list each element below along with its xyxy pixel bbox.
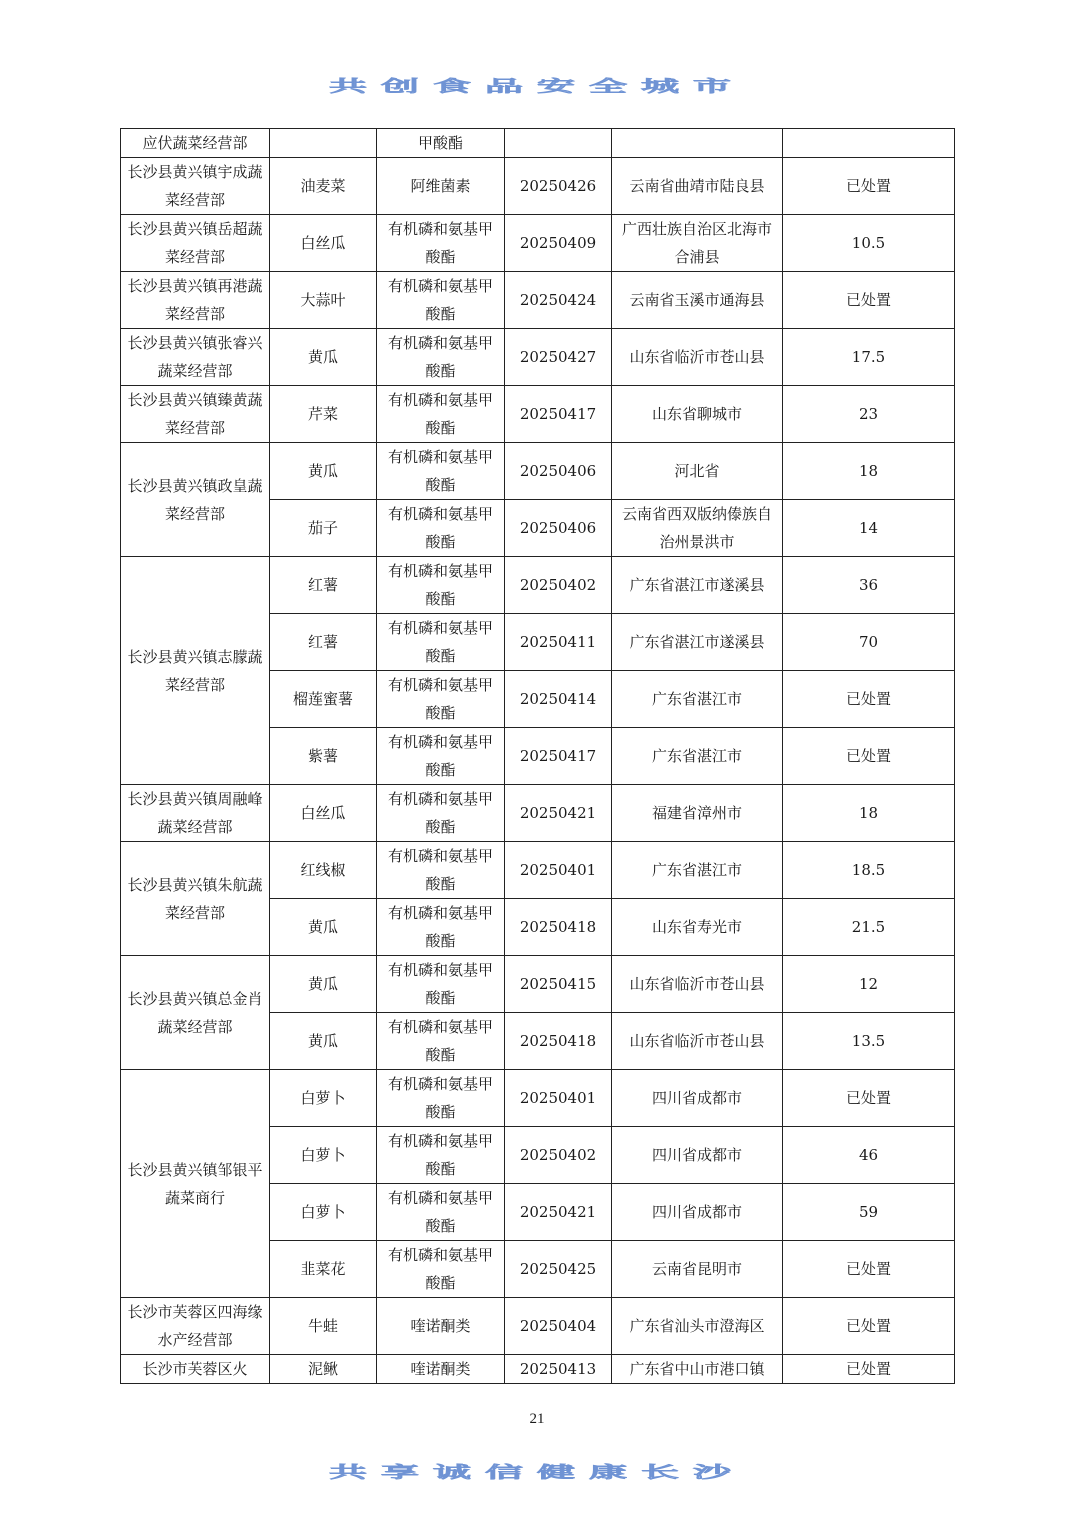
table-cell: 有机磷和氨基甲酸酯 — [377, 443, 505, 500]
table-cell: 芹菜 — [270, 386, 377, 443]
table-cell: 长沙县黄兴镇邹银平蔬菜商行 — [121, 1070, 270, 1298]
table-row — [121, 158, 955, 215]
table-row — [121, 956, 955, 1013]
table-cell: 有机磷和氨基甲酸酯 — [377, 842, 505, 899]
table-cell: 广东省湛江市遂溪县 — [612, 614, 783, 671]
table-cell: 长沙县黄兴镇朱航蔬菜经营部 — [121, 842, 270, 956]
table-cell — [505, 129, 612, 158]
table-cell: 17.5 — [783, 329, 955, 386]
table-cell: 山东省临沂市苍山县 — [612, 329, 783, 386]
table-cell: 有机磷和氨基甲酸酯 — [377, 1184, 505, 1241]
table-cell: 黄瓜 — [270, 329, 377, 386]
table-cell: 已处置 — [783, 1298, 955, 1355]
table-row — [121, 329, 955, 386]
table-cell: 红线椒 — [270, 842, 377, 899]
table-cell: 长沙县黄兴镇总金肖蔬菜经营部 — [121, 956, 270, 1070]
inspection-results-table — [120, 128, 955, 1384]
table-cell: 白萝卜 — [270, 1127, 377, 1184]
table-cell: 46 — [783, 1127, 955, 1184]
table-cell: 云南省西双版纳傣族自治州景洪市 — [612, 500, 783, 557]
table-cell: 有机磷和氨基甲酸酯 — [377, 386, 505, 443]
table-cell: 云南省玉溪市通海县 — [612, 272, 783, 329]
table-cell: 有机磷和氨基甲酸酯 — [377, 1070, 505, 1127]
table-row — [121, 1298, 955, 1355]
table-cell: 广东省湛江市 — [612, 728, 783, 785]
table-cell: 油麦菜 — [270, 158, 377, 215]
table-cell: 广东省中山市港口镇 — [612, 1355, 783, 1384]
table-cell: 广东省湛江市 — [612, 842, 783, 899]
table-cell: 20250424 — [505, 272, 612, 329]
table-cell: 有机磷和氨基甲酸酯 — [377, 671, 505, 728]
table-cell: 20250417 — [505, 728, 612, 785]
table-cell: 长沙县黄兴镇岳超蔬菜经营部 — [121, 215, 270, 272]
table-row — [121, 842, 955, 899]
table-cell: 20250409 — [505, 215, 612, 272]
table-cell: 13.5 — [783, 1013, 955, 1070]
table-row — [121, 272, 955, 329]
table-cell: 20250426 — [505, 158, 612, 215]
table-cell: 广东省湛江市遂溪县 — [612, 557, 783, 614]
table-row — [121, 129, 955, 158]
table-cell: 已处置 — [783, 1241, 955, 1298]
table-cell: 20250411 — [505, 614, 612, 671]
table-cell: 云南省昆明市 — [612, 1241, 783, 1298]
table-cell: 广西壮族自治区北海市合浦县 — [612, 215, 783, 272]
table-cell: 茄子 — [270, 500, 377, 557]
table-cell: 已处置 — [783, 671, 955, 728]
table-cell: 黄瓜 — [270, 443, 377, 500]
table-cell: 有机磷和氨基甲酸酯 — [377, 899, 505, 956]
table-cell: 有机磷和氨基甲酸酯 — [377, 215, 505, 272]
table-cell: 有机磷和氨基甲酸酯 — [377, 500, 505, 557]
table-cell: 12 — [783, 956, 955, 1013]
table-cell: 20250414 — [505, 671, 612, 728]
table-cell: 已处置 — [783, 728, 955, 785]
table-cell: 大蒜叶 — [270, 272, 377, 329]
table-cell: 有机磷和氨基甲酸酯 — [377, 1013, 505, 1070]
table-cell: 长沙市芙蓉区火 — [121, 1355, 270, 1384]
table-cell: 白丝瓜 — [270, 215, 377, 272]
table-cell: 20250415 — [505, 956, 612, 1013]
table-cell: 已处置 — [783, 1355, 955, 1384]
table-cell: 广东省汕头市澄海区 — [612, 1298, 783, 1355]
table-cell: 山东省聊城市 — [612, 386, 783, 443]
table-cell: 白萝卜 — [270, 1070, 377, 1127]
table-cell: 阿维菌素 — [377, 158, 505, 215]
table-cell: 韭菜花 — [270, 1241, 377, 1298]
table-cell: 喹诺酮类 — [377, 1355, 505, 1384]
table-cell: 榴莲蜜薯 — [270, 671, 377, 728]
table-cell: 有机磷和氨基甲酸酯 — [377, 614, 505, 671]
table-cell: 21.5 — [783, 899, 955, 956]
table-cell: 山东省临沂市苍山县 — [612, 956, 783, 1013]
table-cell: 10.5 — [783, 215, 955, 272]
table-cell: 有机磷和氨基甲酸酯 — [377, 1127, 505, 1184]
table-cell: 有机磷和氨基甲酸酯 — [377, 1241, 505, 1298]
table-cell: 长沙县黄兴镇宇成蔬菜经营部 — [121, 158, 270, 215]
table-cell: 山东省寿光市 — [612, 899, 783, 956]
table-cell: 四川省成都市 — [612, 1127, 783, 1184]
table-cell: 四川省成都市 — [612, 1070, 783, 1127]
table-cell: 山东省临沂市苍山县 — [612, 1013, 783, 1070]
table-cell: 云南省曲靖市陆良县 — [612, 158, 783, 215]
table-cell: 喹诺酮类 — [377, 1298, 505, 1355]
table-cell: 长沙县黄兴镇再港蔬菜经营部 — [121, 272, 270, 329]
table-cell — [270, 129, 377, 158]
table-cell: 20250406 — [505, 500, 612, 557]
table-cell: 20250418 — [505, 1013, 612, 1070]
table-cell: 已处置 — [783, 158, 955, 215]
page-number: 21 — [529, 1411, 545, 1427]
table-cell: 已处置 — [783, 1070, 955, 1127]
table-cell: 70 — [783, 614, 955, 671]
table-row — [121, 443, 955, 500]
table-cell: 有机磷和氨基甲酸酯 — [377, 272, 505, 329]
table-cell: 有机磷和氨基甲酸酯 — [377, 557, 505, 614]
table-row — [121, 1355, 955, 1384]
table-cell: 牛蛙 — [270, 1298, 377, 1355]
header-slogan-banner: 共创食品安全城市 — [328, 76, 745, 96]
table-cell: 有机磷和氨基甲酸酯 — [377, 956, 505, 1013]
table-row — [121, 557, 955, 614]
table-cell: 已处置 — [783, 272, 955, 329]
table-cell: 59 — [783, 1184, 955, 1241]
table-cell: 黄瓜 — [270, 1013, 377, 1070]
table-cell: 20250425 — [505, 1241, 612, 1298]
footer-slogan-banner: 共享诚信健康长沙 — [328, 1462, 745, 1482]
table-cell: 黄瓜 — [270, 956, 377, 1013]
table-cell: 20250401 — [505, 842, 612, 899]
table-cell: 36 — [783, 557, 955, 614]
table-cell: 20250404 — [505, 1298, 612, 1355]
table-cell: 18 — [783, 443, 955, 500]
table-cell: 有机磷和氨基甲酸酯 — [377, 785, 505, 842]
table-cell: 20250413 — [505, 1355, 612, 1384]
table-cell: 长沙县黄兴镇志朦蔬菜经营部 — [121, 557, 270, 785]
table-cell: 有机磷和氨基甲酸酯 — [377, 728, 505, 785]
table-cell: 20250417 — [505, 386, 612, 443]
table-body — [121, 129, 955, 1384]
table-row — [121, 215, 955, 272]
table-cell: 河北省 — [612, 443, 783, 500]
table-cell: 长沙市芙蓉区四海缘水产经营部 — [121, 1298, 270, 1355]
table-cell: 四川省成都市 — [612, 1184, 783, 1241]
table-cell: 福建省漳州市 — [612, 785, 783, 842]
table-cell: 20250427 — [505, 329, 612, 386]
table-cell: 长沙县黄兴镇周融峰蔬菜经营部 — [121, 785, 270, 842]
table-cell: 白萝卜 — [270, 1184, 377, 1241]
table-row — [121, 785, 955, 842]
table-cell: 白丝瓜 — [270, 785, 377, 842]
table-cell: 20250421 — [505, 785, 612, 842]
table-cell: 长沙县黄兴镇臻黄蔬菜经营部 — [121, 386, 270, 443]
table-row — [121, 1070, 955, 1127]
table-cell: 18 — [783, 785, 955, 842]
table-cell: 应伏蔬菜经营部 — [121, 129, 270, 158]
table-cell: 甲酸酯 — [377, 129, 505, 158]
table-cell: 红薯 — [270, 614, 377, 671]
table-cell — [612, 129, 783, 158]
table-cell: 红薯 — [270, 557, 377, 614]
table-cell: 23 — [783, 386, 955, 443]
table-row — [121, 386, 955, 443]
table-cell: 20250402 — [505, 557, 612, 614]
table-cell: 20250401 — [505, 1070, 612, 1127]
table-cell: 广东省湛江市 — [612, 671, 783, 728]
table-cell: 有机磷和氨基甲酸酯 — [377, 329, 505, 386]
table-cell: 紫薯 — [270, 728, 377, 785]
table-cell: 泥鳅 — [270, 1355, 377, 1384]
table-cell: 20250402 — [505, 1127, 612, 1184]
table-cell: 18.5 — [783, 842, 955, 899]
table-cell: 长沙县黄兴镇政皇蔬菜经营部 — [121, 443, 270, 557]
table-cell: 长沙县黄兴镇张睿兴蔬菜经营部 — [121, 329, 270, 386]
table-cell: 黄瓜 — [270, 899, 377, 956]
table-cell: 20250418 — [505, 899, 612, 956]
table-cell: 20250406 — [505, 443, 612, 500]
table-cell: 20250421 — [505, 1184, 612, 1241]
table-cell — [783, 129, 955, 158]
table-cell: 14 — [783, 500, 955, 557]
